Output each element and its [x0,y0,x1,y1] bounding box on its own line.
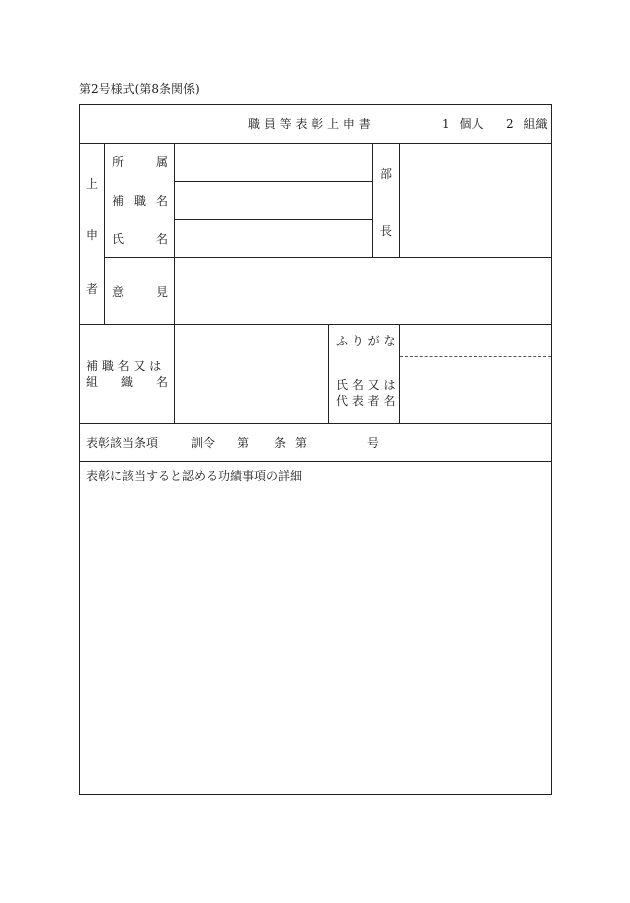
applicant-side-char-3: 者 [86,282,99,296]
name-label-char: 名 [155,232,168,246]
row-divider [80,461,551,462]
director-label-char-1: 部 [380,167,393,181]
clause-kunrei: 訓令 [191,436,216,450]
opinion-label-char: 見 [155,285,168,299]
furigana-dashed-line [400,356,551,357]
clause-label: 表彰該当条項 [86,436,159,450]
position-label-char: 補 [112,194,125,208]
row-divider [80,423,551,424]
nominee-position-input[interactable] [175,325,328,423]
position-label-char: 職 [133,194,146,208]
position-label-char: 名 [155,194,168,208]
article-number-input[interactable] [252,429,272,455]
opinion-label-char: 意 [112,285,125,299]
col-divider [328,324,329,423]
item-number-input[interactable] [310,429,365,455]
opinion-label [112,285,168,300]
clause-dai-article: 第 [237,436,250,450]
clause-jo: 条 [274,436,287,450]
clause-dai-item: 第 [295,436,308,450]
nominee-label-line2 [86,375,168,390]
director-seal-area[interactable] [400,144,551,257]
opinion-input[interactable] [175,258,551,324]
department-label [112,155,168,170]
director-label-char-2: 長 [380,224,393,238]
position-input[interactable] [175,182,372,219]
furigana-input[interactable] [400,325,551,356]
nominee-label-char: 名 [155,375,168,389]
nominee-name-label-line1: 氏 名 又 は [336,378,396,392]
furigana-label: ふ り が な [336,334,396,348]
applicant-side-char-1: 上 [86,177,99,191]
nominee-label-line1: 補 職 名 又 は [86,359,162,373]
department-label-char: 属 [155,155,168,169]
nominee-name-label-line2: 代 表 者 名 [336,394,396,408]
position-label [112,194,168,209]
name-label [112,232,168,247]
option-individual: 1 個人 [442,117,484,131]
details-input[interactable] [81,487,550,793]
col-divider [372,143,373,257]
nominee-label-char: 織 [120,375,133,389]
col-divider [104,143,105,324]
department-label-char: 所 [112,155,125,169]
name-input[interactable] [175,220,372,257]
form-title: 職 員 等 表 彰 上 申 書 [248,117,371,131]
department-input[interactable] [175,144,372,181]
option-organization: 2 組織 [506,117,548,131]
clause-go: 号 [367,436,380,450]
form-reference: 第2号様式(第8条関係) [79,82,200,96]
commendation-form [79,104,552,795]
applicant-side-char-2: 申 [86,228,99,242]
name-label-char: 氏 [112,232,125,246]
nominee-label-char: 組 [86,375,99,389]
nominee-name-input[interactable] [400,358,551,423]
details-label: 表彰に該当すると認める功績事項の詳細 [86,469,303,483]
